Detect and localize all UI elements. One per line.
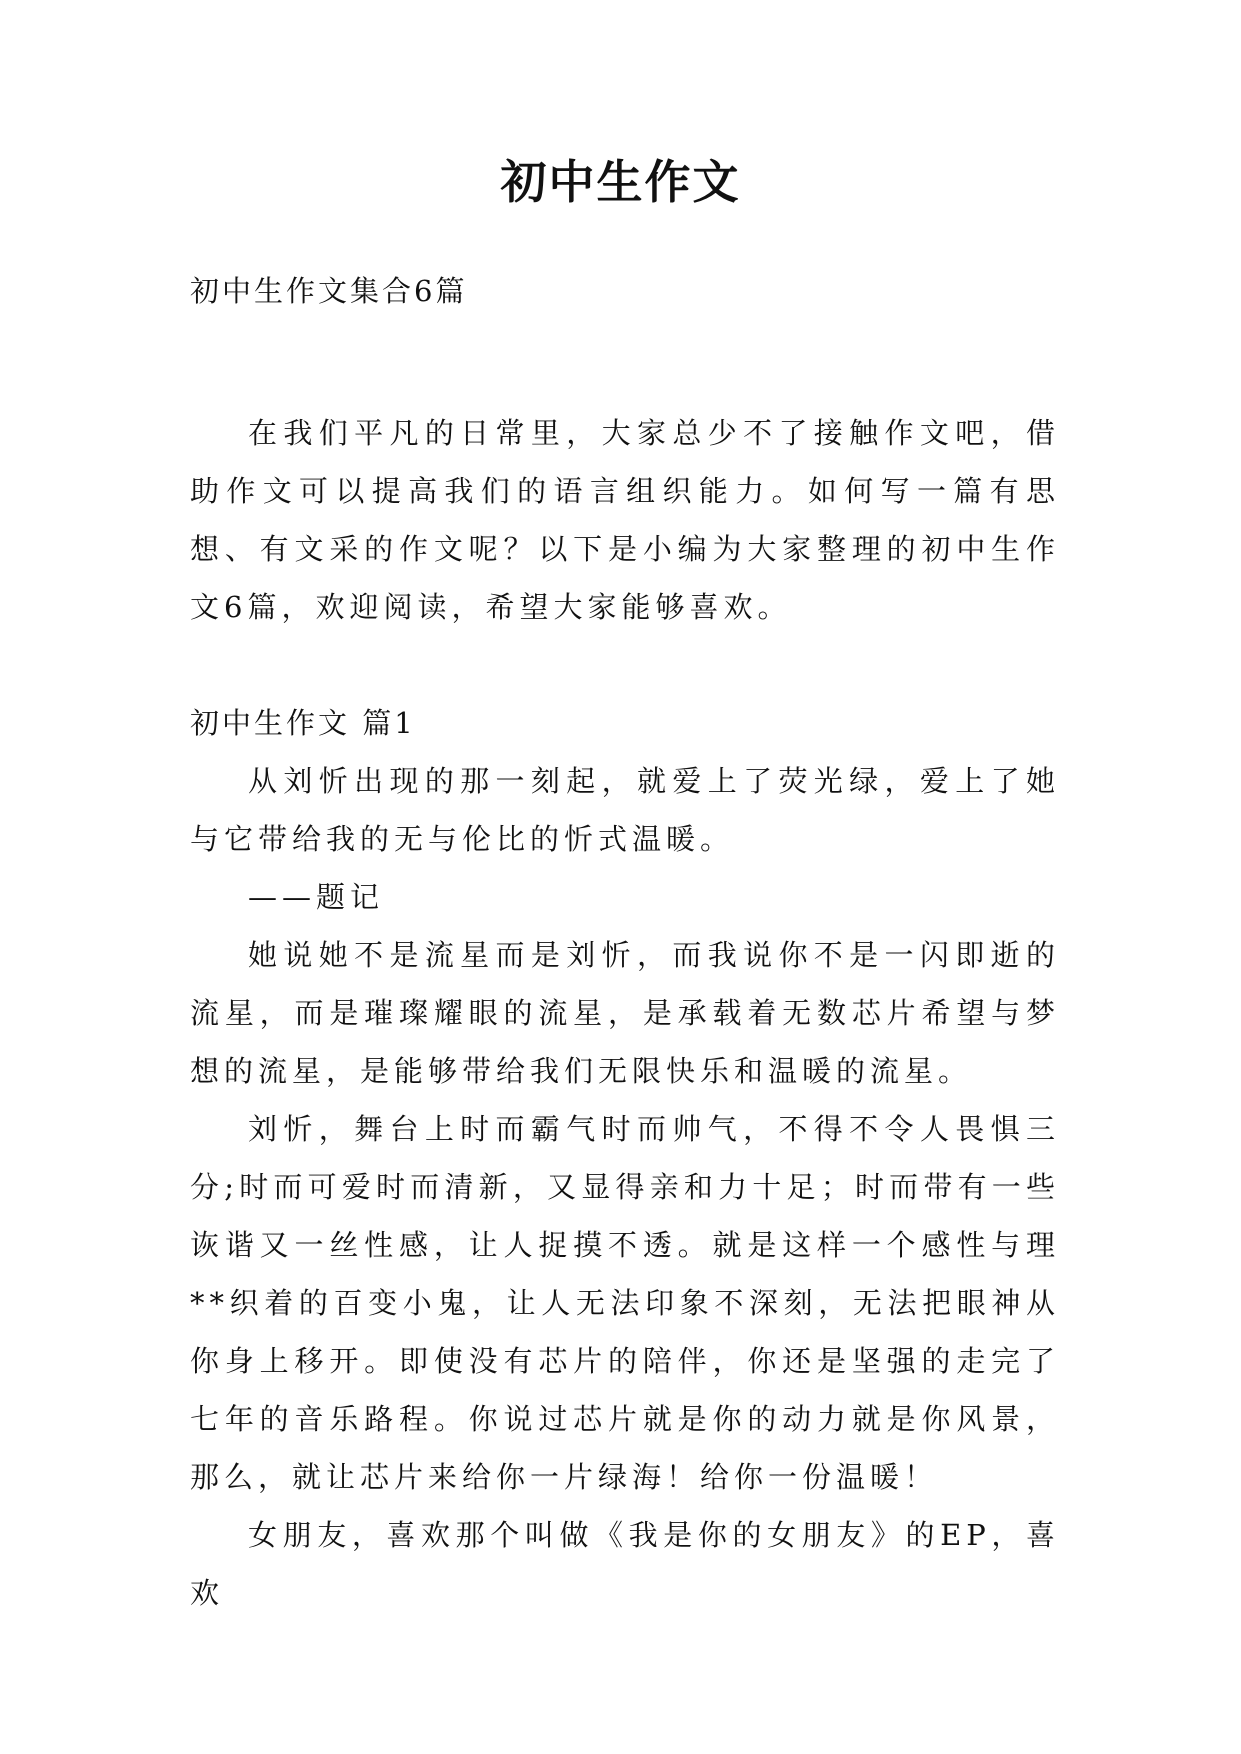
- essay-paragraph: 从刘忻出现的那一刻起，就爱上了荧光绿，爱上了她与它带给我的无与伦比的忻式温暖。: [190, 764, 1060, 856]
- essay-section: [190, 694, 1060, 1622]
- essay-paragraph: 她说她不是流星而是刘忻，而我说你不是一闪即逝的流星，而是璀璨耀眼的流星，是承载着无数芯片希望与梦想的流星，是能够带给我们无限快乐和温暖的流星。: [190, 938, 1060, 1088]
- essay-epigraph-signature: ——题记: [248, 880, 385, 914]
- intro-section: [190, 404, 1060, 636]
- essay-heading: 初中生作文 篇1: [190, 706, 416, 740]
- intro-paragraph: 在我们平凡的日常里，大家总少不了接触作文吧，借助作文可以提高我们的语言组织能力。如何写一篇有思想、有文采的作文呢？以下是小编为大家整理的初中生作文6篇，欢迎阅读，希望大家能够喜欢。: [190, 416, 1060, 624]
- document-title: 初中生作文: [500, 155, 741, 209]
- document-subtitle: 初中生作文集合6篇: [190, 274, 468, 308]
- essay-paragraph: 刘忻，舞台上时而霸气时而帅气，不得不令人畏惧三分;时而可爱时而清新，又显得亲和力十足；时而带有一些诙谐又一丝性感，让人捉摸不透。就是这样一个感性与理**织着的百变小鬼，让人无法印象不深刻，无法把眼神从你身上移开。即使没有芯片的陪伴，你还是坚强的走完了七年的音乐路程。你说过芯片就是你的动力就是你风景，那么，就让芯片来给你一片绿海！给你一份温暖！: [190, 1112, 1060, 1494]
- essay-paragraph: 女朋友，喜欢那个叫做《我是你的女朋友》的EP，喜欢: [190, 1518, 1060, 1610]
